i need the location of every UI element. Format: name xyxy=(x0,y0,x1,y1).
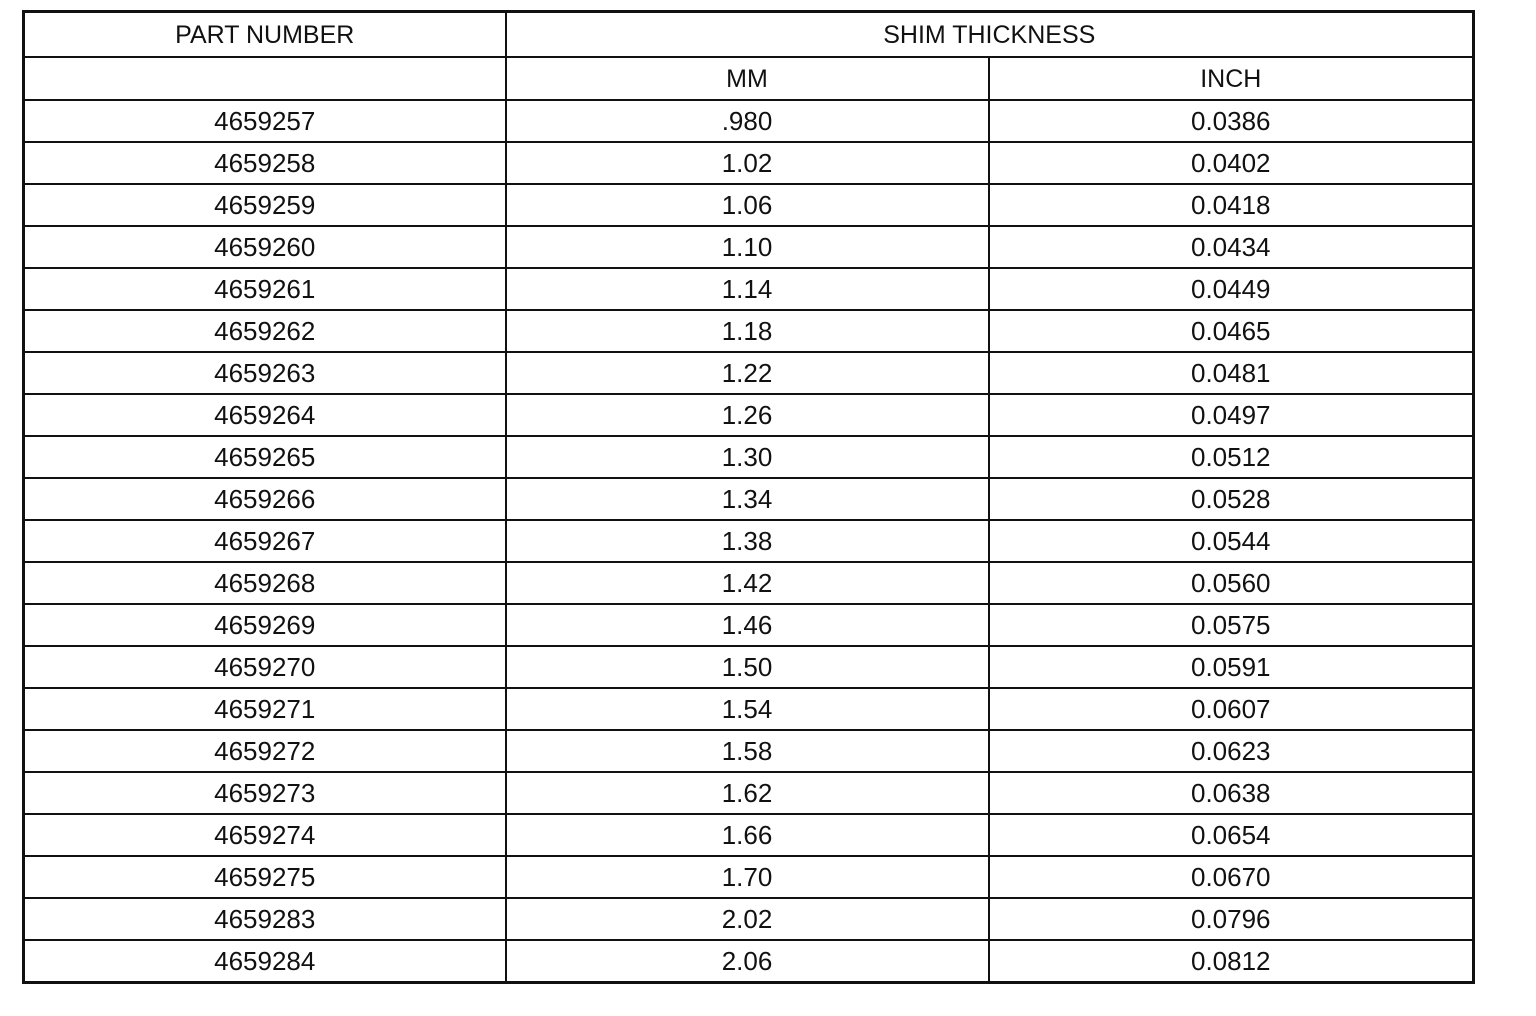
mm-cell: 1.34 xyxy=(506,478,989,520)
part-number-cell: 4659260 xyxy=(24,226,506,268)
table-row xyxy=(24,898,1474,940)
table-row xyxy=(24,940,1474,983)
table-row xyxy=(24,688,1474,730)
table-row xyxy=(24,772,1474,814)
shim-thickness-header xyxy=(506,12,1474,58)
inch-cell: 0.0796 xyxy=(989,898,1474,940)
inch-cell: 0.0481 xyxy=(989,352,1474,394)
part-number-cell: 4659268 xyxy=(24,562,506,604)
table-row xyxy=(24,436,1474,478)
inch-cell: 0.0418 xyxy=(989,184,1474,226)
table-row xyxy=(24,478,1474,520)
table-row xyxy=(24,814,1474,856)
inch-cell: 0.0465 xyxy=(989,310,1474,352)
part-number-cell: 4659283 xyxy=(24,898,506,940)
table-row xyxy=(24,268,1474,310)
part-number-cell: 4659264 xyxy=(24,394,506,436)
part-number-cell: 4659266 xyxy=(24,478,506,520)
mm-cell: 1.50 xyxy=(506,646,989,688)
mm-header-label: MM xyxy=(726,65,768,93)
part-number-cell: 4659257 xyxy=(24,100,506,142)
part-number-cell: 4659262 xyxy=(24,310,506,352)
inch-header xyxy=(989,57,1474,100)
inch-cell: 0.0607 xyxy=(989,688,1474,730)
table-row xyxy=(24,394,1474,436)
table-row xyxy=(24,310,1474,352)
part-number-header xyxy=(24,12,506,58)
inch-cell: 0.0512 xyxy=(989,436,1474,478)
mm-cell: 1.18 xyxy=(506,310,989,352)
inch-cell: 0.0497 xyxy=(989,394,1474,436)
inch-cell: 0.0575 xyxy=(989,604,1474,646)
mm-cell: 1.62 xyxy=(506,772,989,814)
part-number-cell: 4659261 xyxy=(24,268,506,310)
table-row xyxy=(24,646,1474,688)
part-number-cell: 4659271 xyxy=(24,688,506,730)
part-number-cell: 4659274 xyxy=(24,814,506,856)
mm-cell: 1.06 xyxy=(506,184,989,226)
mm-cell: 1.26 xyxy=(506,394,989,436)
part-number-cell: 4659259 xyxy=(24,184,506,226)
part-number-header-blank xyxy=(24,57,506,100)
inch-cell: 0.0386 xyxy=(989,100,1474,142)
table-row xyxy=(24,184,1474,226)
table-row xyxy=(24,352,1474,394)
mm-cell: 1.54 xyxy=(506,688,989,730)
table-row xyxy=(24,562,1474,604)
inch-cell: 0.0654 xyxy=(989,814,1474,856)
mm-cell: 1.02 xyxy=(506,142,989,184)
header-row-units xyxy=(24,57,1474,100)
inch-cell: 0.0449 xyxy=(989,268,1474,310)
part-number-cell: 4659272 xyxy=(24,730,506,772)
mm-header xyxy=(506,57,989,100)
table-row xyxy=(24,856,1474,898)
mm-cell: 1.66 xyxy=(506,814,989,856)
mm-cell: 2.02 xyxy=(506,898,989,940)
inch-cell: 0.0638 xyxy=(989,772,1474,814)
mm-cell: 1.42 xyxy=(506,562,989,604)
shim-thickness-header-label: SHIM THICKNESS xyxy=(883,21,1096,49)
inch-cell: 0.0670 xyxy=(989,856,1474,898)
part-number-cell: 4659267 xyxy=(24,520,506,562)
part-number-cell: 4659265 xyxy=(24,436,506,478)
table-row xyxy=(24,604,1474,646)
inch-cell: 0.0544 xyxy=(989,520,1474,562)
part-number-cell: 4659270 xyxy=(24,646,506,688)
table-row xyxy=(24,520,1474,562)
inch-cell: 0.0623 xyxy=(989,730,1474,772)
table-body xyxy=(24,100,1474,983)
mm-cell: 1.70 xyxy=(506,856,989,898)
header-row-top xyxy=(24,12,1474,58)
inch-cell: 0.0812 xyxy=(989,940,1474,983)
table-row xyxy=(24,142,1474,184)
inch-cell: 0.0528 xyxy=(989,478,1474,520)
table-row xyxy=(24,226,1474,268)
shim-thickness-table xyxy=(22,10,1475,984)
inch-cell: 0.0402 xyxy=(989,142,1474,184)
part-number-cell: 4659269 xyxy=(24,604,506,646)
part-number-header-label: PART NUMBER xyxy=(175,21,355,49)
mm-cell: 1.38 xyxy=(506,520,989,562)
mm-cell: .980 xyxy=(506,100,989,142)
table-row xyxy=(24,100,1474,142)
part-number-cell: 4659284 xyxy=(24,940,506,983)
inch-cell: 0.0434 xyxy=(989,226,1474,268)
inch-cell: 0.0560 xyxy=(989,562,1474,604)
inch-header-label: INCH xyxy=(1200,65,1262,93)
mm-cell: 1.22 xyxy=(506,352,989,394)
table-row xyxy=(24,730,1474,772)
mm-cell: 1.30 xyxy=(506,436,989,478)
mm-cell: 2.06 xyxy=(506,940,989,983)
mm-cell: 1.58 xyxy=(506,730,989,772)
mm-cell: 1.14 xyxy=(506,268,989,310)
part-number-cell: 4659275 xyxy=(24,856,506,898)
mm-cell: 1.46 xyxy=(506,604,989,646)
part-number-cell: 4659263 xyxy=(24,352,506,394)
part-number-cell: 4659258 xyxy=(24,142,506,184)
inch-cell: 0.0591 xyxy=(989,646,1474,688)
mm-cell: 1.10 xyxy=(506,226,989,268)
part-number-cell: 4659273 xyxy=(24,772,506,814)
